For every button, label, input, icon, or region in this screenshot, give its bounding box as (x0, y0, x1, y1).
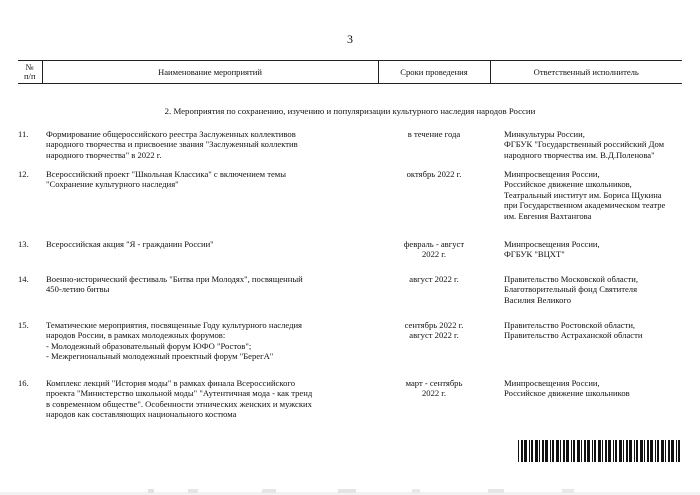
section-title: 2. Мероприятия по сохранению, изучению и популяризации культурного наследия народов России (164, 106, 536, 116)
row-event-name: Комплекс лекций "История моды" в рамках финала Всероссийского проекта "Министерство школьной моды" "Аутентичная мода - как тренд в современном обществе". Особенности этнических женских и мужских народов как составляющих национального костюма (46, 377, 313, 420)
table-row (18, 316, 682, 374)
row-number: 14. (18, 273, 29, 284)
table-row (18, 270, 682, 316)
row-event-name: Формирование общероссийского реестра Заслуженных коллективов народного творчества и присвоение звания "Заслуженный коллектив народного творчества" в 2022 г. (46, 128, 298, 160)
row-number: 15. (18, 319, 29, 330)
barcode-icon (518, 440, 682, 462)
row-dates: сентябрь 2022 г. август 2022 г. (404, 319, 464, 341)
table-row (18, 125, 682, 165)
row-event-name: Всероссийская акция "Я - гражданин России" (46, 238, 214, 249)
table-header-row (18, 61, 682, 84)
header-dates: Сроки проведения (378, 61, 490, 84)
table-row (18, 235, 682, 270)
row-responsible: Минпросвещения России, Российское движение школьников, Театральный институт им. Бориса Щукина при Государственном академическом театре им. Евгения Вахтангова (504, 168, 666, 221)
header-number: № п/п (18, 61, 42, 84)
row-responsible: Правительство Ростовской области, Правительство Астраханской области (504, 319, 643, 341)
row-responsible: Минпросвещения России, Российское движение школьников (504, 377, 630, 399)
row-number: 12. (18, 168, 29, 179)
row-responsible: Правительство Московской области, Благотворительный фонд Святителя Василия Великого (504, 273, 639, 305)
row-number: 11. (18, 128, 29, 139)
header-event-name: Наименование мероприятий (42, 61, 378, 84)
page-bottom-edge (0, 485, 700, 495)
row-responsible: Минкультуры России, ФГБУК "Государственный российский Дом народного творчества им. В.Д.Поленова" (504, 128, 665, 160)
row-dates: октябрь 2022 г. (406, 168, 462, 179)
row-dates: февраль - август 2022 г. (403, 238, 465, 260)
row-responsible: Минпросвещения России, ФГБУК "ВЦХТ" (504, 238, 600, 260)
page-number: 3 (347, 32, 353, 46)
row-event-name: Всероссийский проект "Школьная Классика" с включением темы "Сохранение культурного наследия" (46, 168, 287, 190)
row-number: 16. (18, 377, 29, 388)
table-row (18, 165, 682, 235)
row-event-name: Тематические мероприятия, посвященные Году культурного наследия народов России, в рамках молодежных форумов: - Молодежный образовательный форум ЮФО "Ростов"; - Межрегиональный молодежный проектный форум "БерегА" (46, 319, 303, 362)
row-number: 13. (18, 238, 29, 249)
header-responsible: Ответственный исполнитель (490, 61, 682, 84)
section-row (18, 84, 682, 125)
table-row (18, 374, 682, 422)
row-event-name: Военно-исторический фестиваль "Битва при Молодях", посвященный 450-летию битвы (46, 273, 303, 295)
row-dates: март - сентябрь 2022 г. (405, 377, 463, 399)
events-table (18, 60, 682, 422)
row-dates: август 2022 г. (409, 273, 459, 284)
row-dates: в течение года (407, 128, 461, 139)
